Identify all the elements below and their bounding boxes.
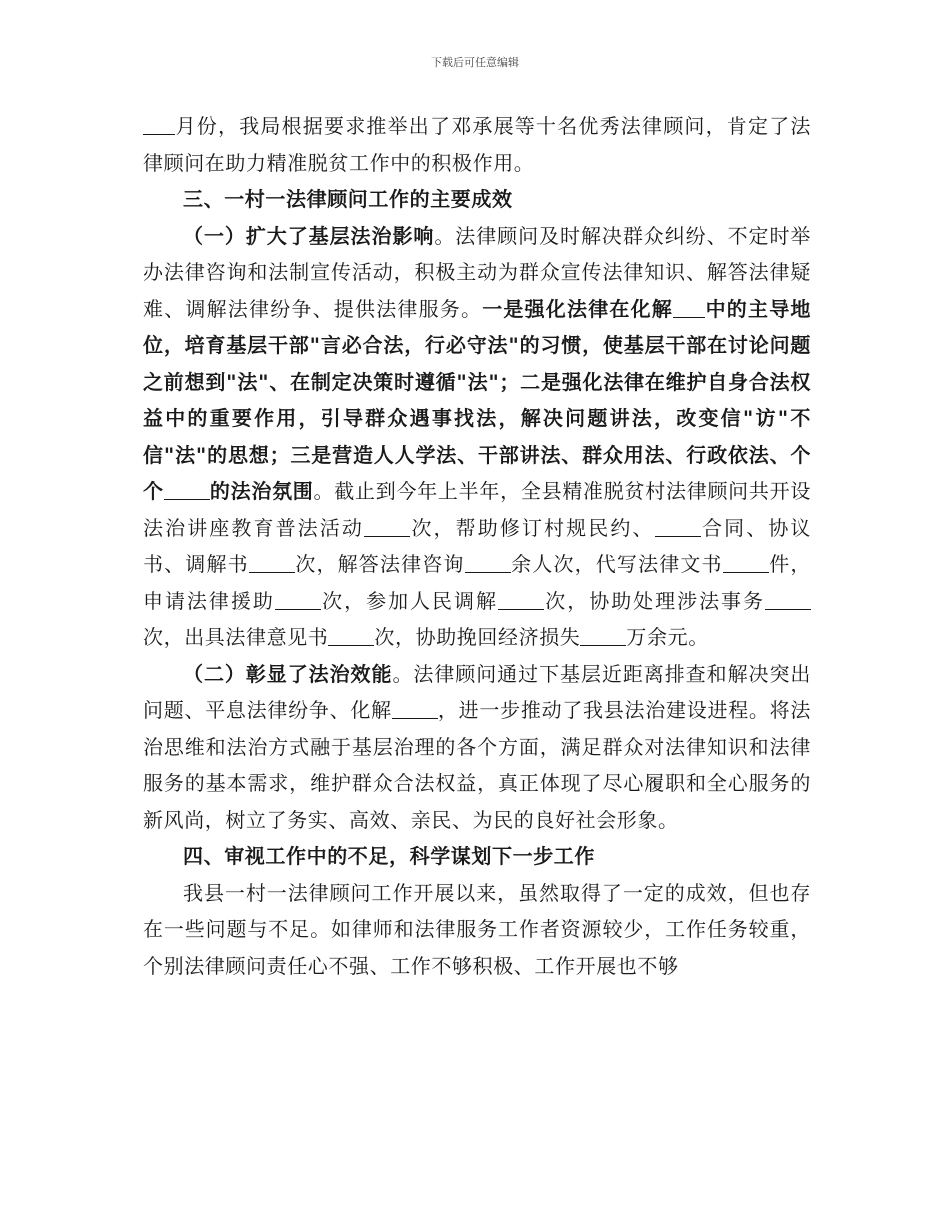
paragraph-efficacy: （二）彰显了法治效能。法律顾问通过下基层近距离排查和解决突出问题、平息法律纷争、化解 ，进一步推动了我县法治建设进程。将法治思维和法治方式融于基层治理的各个方面，满足群众对法律知识和法律服务的基本需求，维护群众合法权益，真正体现了尽心履职和全心服务的新风尚，树立了务实、高效、亲民、为民的良好社会形象。: [143, 661, 812, 832]
fill-blank: [249, 550, 295, 573]
subheading-1: （一）扩大了基层法治影响: [183, 223, 435, 248]
paragraph-continuation: 月份，我局根据要求推举出了邓承展等十名优秀法律顾问，肯定了法律顾问在助力精准脱贫工作中的积极作用。: [143, 114, 811, 175]
fill-blank: [498, 587, 544, 610]
fill-blank: [164, 477, 210, 500]
fill-blank: [655, 514, 701, 537]
subheading-2: （二）彰显了法治效能: [183, 661, 393, 686]
fill-blank: [364, 514, 410, 537]
fill-blank: [328, 623, 374, 646]
fill-blank: [673, 295, 705, 318]
fill-blank: [765, 587, 811, 610]
fill-blank: [465, 550, 511, 573]
fill-blank: [143, 112, 175, 135]
section-heading-4: 四、审视工作中的不足，科学谋划下一步工作: [183, 844, 595, 868]
fill-blank: [723, 550, 769, 573]
paragraph-shortcomings: 我县一村一法律顾问工作开展以来，虽然取得了一定的成效，但也存在一些问题与不足。如律师和法律服务工作者资源较少，工作任务较重，个别法律顾问责任心不强、工作不够积极、工作开展也不够: [143, 880, 811, 978]
document-body: [143, 108, 811, 984]
paragraph-impact: （一）扩大了基层法治影响。法律顾问及时解决群众纠纷、不定时举办法律咨询和法制宣传活动，积极主动为群众宣传法律知识、解答法律疑难、调解法律纷争、提供法律服务。一是强化法律在化解 中的主导地位，培育基层干部"言必合法，行必守法"的习惯，使基层干部在讨论问题之前想到"法"、在制定决策时遵循"法"；二是强化法律在维护自身合法权益中的重要作用，引导群众遇事找法，解决问题讲法，改变信"访"不信"法"的思想；三是营造人人学法、干部讲法、群众用法、行政依法、个个 的法治氛围。截止到今年上半年，全县精准脱贫村法律顾问共开设法治讲座教育普法活动 次，帮助修订村规民约、 合同、协议书、调解书 次，解答法律咨询 余人次，代写法律文书 件，申请法律援助 次，参加人民调解 次，协助处理涉法事务次，出具法律意见书 次，协助挽回经济损失 万余元。: [143, 223, 812, 649]
page-header: 下载后可任意编辑: [431, 56, 519, 69]
fill-blank: [580, 623, 626, 646]
fill-blank: [392, 696, 438, 719]
section-heading-3: 三、一村一法律顾问工作的主要成效: [183, 187, 513, 211]
fill-blank: [275, 587, 321, 610]
